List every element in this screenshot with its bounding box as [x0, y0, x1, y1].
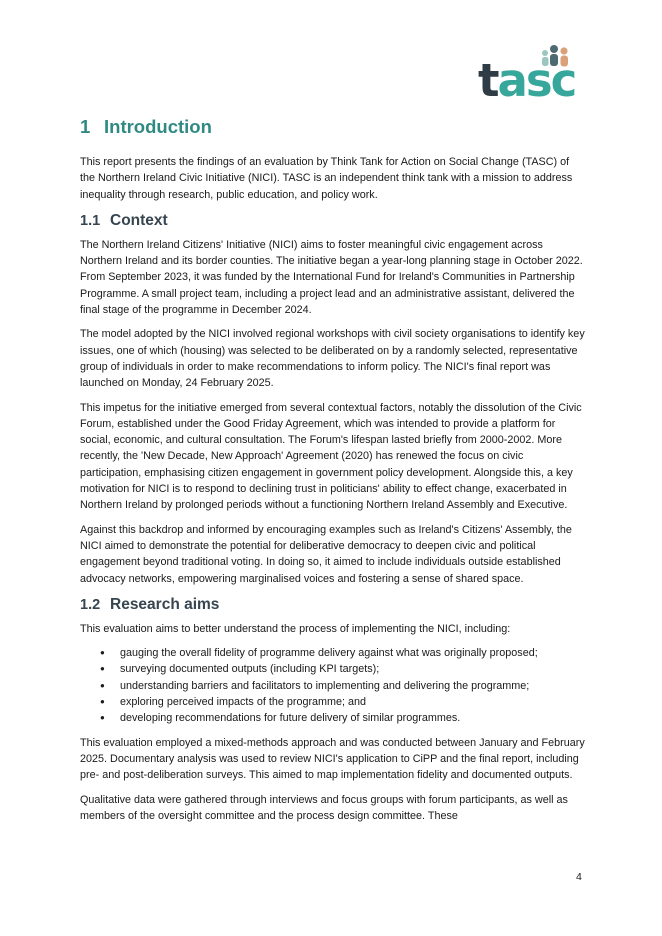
list-item: ● exploring perceived impacts of the programme; and: [80, 694, 585, 710]
context-paragraph: This impetus for the initiative emerged from several contextual factors, notably the dissolution of the Civic Forum, established under the Good Friday Agreement, which was intended to provide a platform for social, economic, and cultural consultation. The Forum's lifespan lasted briefly from 2000-2002. More recently, the 'New Decade, New Approach' Agreement (2020) has renewed the focus on civic participation, emphasising citizen engagement in government policy development. Alongside this, a key motivation for NICI is to respond to declining trust in politicians' ability to effect change, exacerbated in Northern Ireland by prolonged periods without a functioning Northern Ireland Assembly and Executive.: [80, 401, 582, 512]
page-number: 4: [576, 871, 582, 883]
section-number: 1: [80, 116, 91, 137]
list-item: ● understanding barriers and facilitators to implementing and delivering the programme;: [80, 678, 585, 694]
subsection-title: Research aims: [110, 595, 220, 613]
subsection-number: 1.2: [80, 596, 101, 613]
research-aims-paragraph: This evaluation employed a mixed-methods approach and was conducted between January and February 2025. Documentary analysis was used to review NICI's application to CiPP and the final report, including pre- and post-deliberation surveys. This aimed to map implementation fidelity and documented outputs.: [80, 736, 585, 782]
research-aims-paragraph: Qualitative data were gathered through interviews and focus groups with forum participants, as well as members of the oversight committee and the process design committee. These: [80, 793, 568, 822]
list-item: ● gauging the overall fidelity of programme delivery against what was originally proposed;: [80, 645, 585, 661]
context-paragraph: The Northern Ireland Citizens' Initiative (NICI) aims to foster meaningful civic engagement across Northern Ireland and its border counties. The initiative began a year-long planning stage in October 2022. From September 2023, it was funded by the International Fund for Ireland's Communities in Partnership Programme. A small project team, including a project lead and an administrative assistant, delivered the final stage of the programme in December 2024.: [80, 238, 583, 317]
subsection-title: Context: [110, 211, 168, 229]
research-aims-list: [80, 645, 585, 726]
section-title: Introduction: [104, 116, 212, 137]
tasc-logo: [478, 40, 578, 102]
research-aims-intro: This evaluation aims to better understand the process of implementing the NICI, including:: [80, 622, 511, 635]
list-item: ● surveying documented outputs (including KPI targets);: [80, 661, 585, 677]
subsection-heading-context: [80, 211, 585, 231]
logo-text: tasc: [478, 54, 576, 102]
list-item: ● developing recommendations for future delivery of similar programmes.: [80, 710, 585, 726]
subsection-number: 1.1: [80, 212, 101, 229]
context-paragraph: The model adopted by the NICI involved regional workshops with civil society organisations to identify key issues, one of which (housing) was selected to be deliberated on by a randomly selected, representative group of individuals in order to make recommendations to inform policy. The NICI's final report was launched on Monday, 24 February 2025.: [80, 328, 585, 390]
document-body: [80, 116, 585, 832]
intro-paragraph: This report presents the findings of an evaluation by Think Tank for Action on Social Change (TASC) of the Northern Ireland Civic Initiative (NICI). TASC is an independent think tank with a mission to address inequality through research, public education, and policy work.: [80, 156, 573, 201]
section-heading-introduction: [80, 116, 585, 138]
subsection-heading-research-aims: [80, 595, 585, 615]
context-paragraph: Against this backdrop and informed by encouraging examples such as Ireland's Citizens' Assembly, the NICI aimed to demonstrate the potential for deliberative democracy to deepen civic and political engagement beyond traditional voting. In doing so, it aimed to include individuals outside established advocacy networks, empowering marginalised voices and fostering a sense of shared space.: [80, 523, 572, 585]
